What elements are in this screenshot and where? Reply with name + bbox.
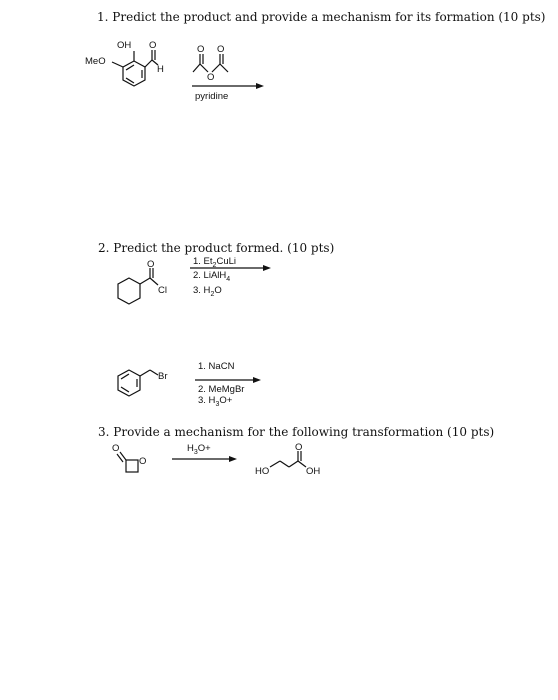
question-2-number: 2. [98,241,110,255]
q2b-step-1: 1. NaCN [198,361,235,372]
benzyl-bromide-structure [118,370,168,396]
q1-reagent [195,92,228,103]
q2b-step-3: 3. $H_3O+$ [198,394,233,408]
hydroxy-acid-structure [255,442,320,477]
anhydride-o-right: O [217,44,225,55]
acyl-o-label: O [147,259,155,270]
acyl-chloride-structure [118,259,167,304]
question-3-number: 3. [98,425,110,439]
lactone-carbonyl-o: O [112,443,120,454]
acetic-anhydride-structure [193,44,228,83]
meo-label: MeO [85,56,106,67]
q2a-step-2: 2. LiAlH$_4$ [193,270,231,284]
arrowhead-2a [263,265,271,271]
arrowhead-3 [229,456,237,462]
h-label: H [157,64,164,75]
arrowhead-2b [253,377,261,383]
q2a-step-3: 3. $H_2O$ [193,284,222,298]
question-1-number: 1. [97,10,109,24]
q2a-step-1: 1. $Et_2CuLi$ [193,256,236,269]
o-vanillin-structure [85,40,164,86]
acid-o-label: O [295,442,303,453]
lactone-ring-o: O [139,456,147,467]
q3-reagent: $H_3O+$ [187,443,211,456]
pyridine-label: pyridine [195,91,229,102]
question-2-text: Predict the product formed. (10 pts) [113,241,335,255]
anhydride-o-bridge: O [207,72,215,83]
question-1-text: Predict the product and provide a mechanism for its formation (10 pts) [112,10,546,24]
oh-label: OH [117,40,132,51]
anhydride-o-left: O [197,44,205,55]
oh-acid-label: OH [306,466,321,477]
lactone-structure [112,443,146,472]
q2b-step-2: 2. MeMgBr [198,384,245,395]
q2a-reagents [193,257,236,300]
question-3-text: Provide a mechanism for the following transformation (10 pts) [113,425,495,439]
q2b-reagents-bottom [198,385,244,410]
arrowhead-1 [256,83,264,89]
q2b-reagent-top [198,362,234,373]
carbonyl-o-label: O [149,40,157,51]
ho-label: HO [255,466,270,477]
cl-label: Cl [158,285,167,296]
br-label: Br [158,371,168,382]
